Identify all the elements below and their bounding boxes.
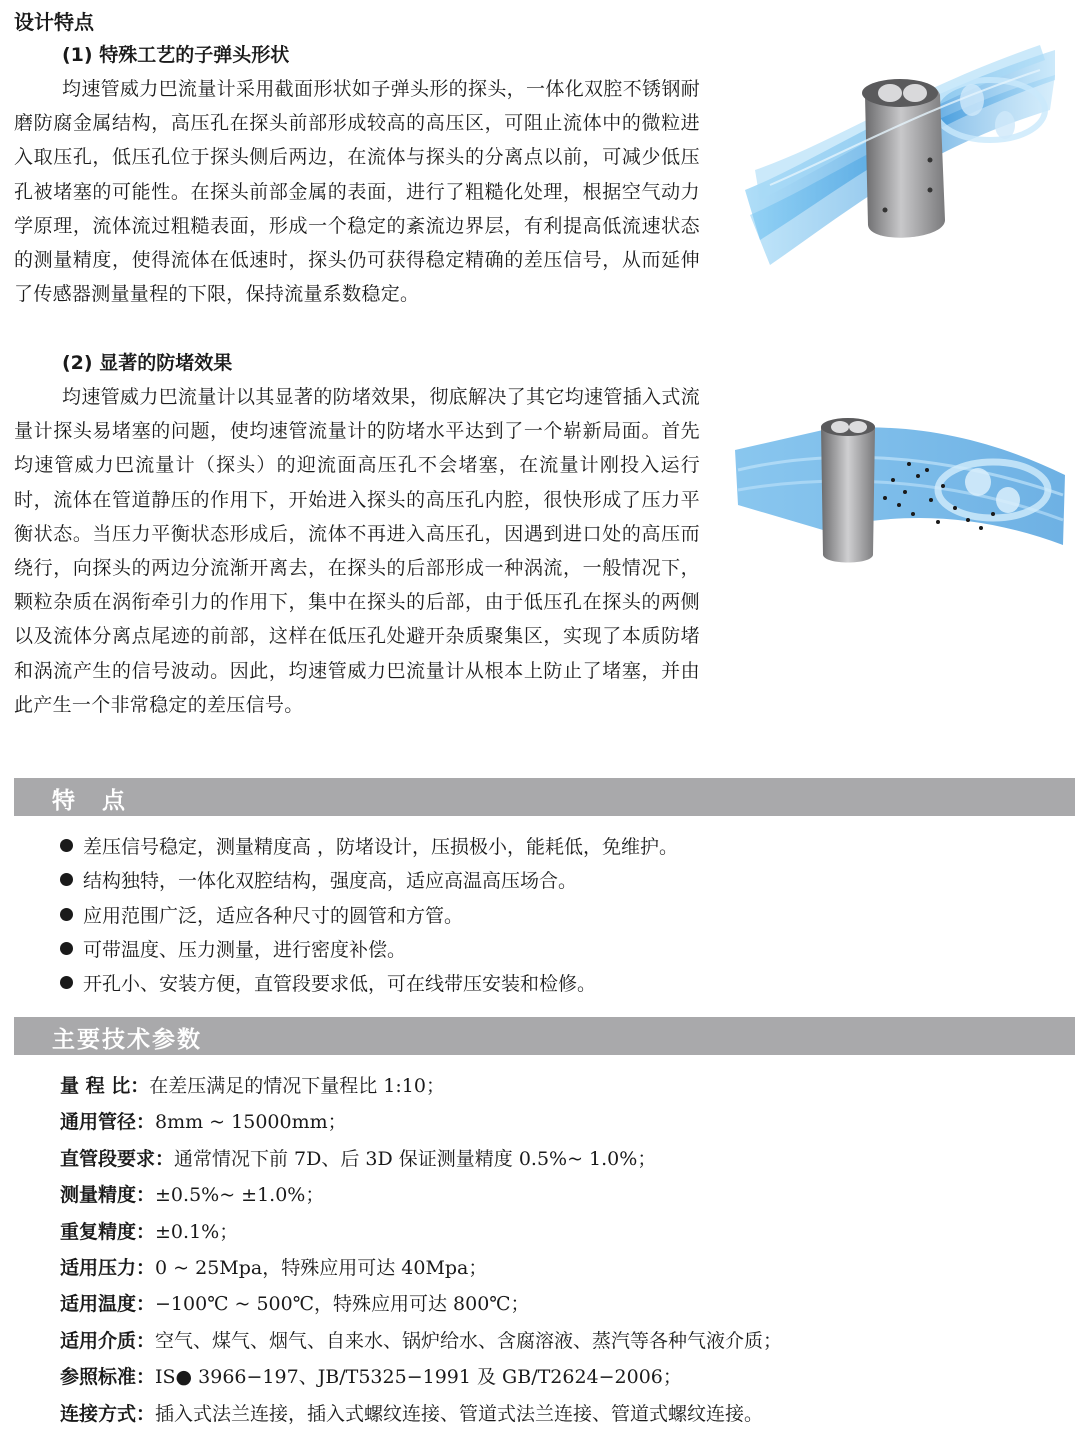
doc-title: 设计特点 (14, 10, 94, 34)
anti-clog-probe-particles-illustration (733, 410, 1068, 585)
specs-section-band (14, 1017, 1075, 1055)
spec-label: 适用温度： (60, 1293, 156, 1316)
spec-label: 量 程 比： (60, 1075, 150, 1097)
spec-value: 通常情况下前 7D、后 3D 保证测量精度 0.5%~ 1.0%； (174, 1147, 657, 1170)
probe-flow-figure (740, 40, 1060, 280)
bullet-dot-icon (60, 942, 73, 955)
section-heading-2: (2) 显著的防堵效果 (62, 352, 233, 374)
list-item (60, 1286, 782, 1322)
bullet-dot-icon (60, 839, 73, 852)
bullet-dot-icon (60, 873, 73, 886)
spec-value: 插入式法兰连接，插入式螺纹连接、管道式法兰连接、管道式螺纹连接。 (155, 1402, 764, 1425)
list-item (60, 1396, 782, 1432)
spec-value: 0 ~ 25Mpa，特殊应用可达 40Mpa； (155, 1256, 488, 1279)
specs-section-title: 主要技术参数 (52, 1027, 202, 1053)
spec-value: −100℃ ~ 500℃，特殊应用可达 800℃； (155, 1293, 530, 1316)
spec-value: 在差压满足的情况下量程比 1:10； (149, 1075, 445, 1097)
features-list (60, 830, 678, 1001)
spec-label: 通用管径： (60, 1111, 156, 1134)
spec-value: IS● 3966−197、JB/T5325−1991 及 GB/T2624−2006； (155, 1366, 682, 1389)
feature-text: 结构独特，一体化双腔结构，强度高，适应高温高压场合。 (83, 870, 578, 893)
list-item (60, 967, 678, 1001)
list-item (60, 1141, 782, 1177)
features-section-band (14, 778, 1075, 816)
spec-label: 测量精度： (60, 1184, 156, 1207)
section-paragraph-2: 均速管威力巴流量计以其显著的防堵效果，彻底解决了其它均速管插入式流量计探头易堵塞的问题，使均速管流量计的防堵水平达到了一个崭新局面。首先均速管威力巴流量计（探头）的迎流面高压孔不会堵塞，在流量计刚投入运行时，流体在管道静压的作用下，开始进入探头的高压孔内腔，很快形成了压力平衡状态。当压力平衡状态形成后，流体不再进入高压孔，因遇到进口处的高压而绕行，向探头的两边分流渐开离去，在探头的后部形成一种涡流，一般情况下，颗粒杂质在涡衔牵引力的作用下，集中在探头的后部，由于低压孔在探头的两侧以及流体分离点尾迹的前部，这样在低压孔处避开杂质聚集区，实现了本质防堵和涡流产生的信号波动。因此，均速管威力巴流量计从根本上防止了堵塞，并由此产生一个非常稳定的差压信号。 (14, 386, 700, 716)
list-item (60, 864, 678, 898)
spec-value: ±0.5%~ ±1.0%； (155, 1184, 325, 1207)
list-item (60, 1323, 782, 1359)
list-item (60, 1214, 782, 1250)
spec-label: 适用介质： (60, 1329, 156, 1352)
bullet-probe-flow-illustration (740, 40, 1060, 280)
features-section-title: 特 点 (52, 788, 127, 814)
spec-label: 直管段要求： (60, 1147, 175, 1170)
list-item (60, 1068, 782, 1104)
section-paragraph-1: 均速管威力巴流量计采用截面形状如子弹头形的探头，一体化双腔不锈钢耐磨防腐金属结构，高压孔在探头前部形成较高的高压区，可阻止流体中的微粒进入取压孔，低压孔位于探头侧后两边，在流体与探头的分离点以前，可减少低压孔被堵塞的可能性。在探头前部金属的表面，进行了粗糙化处理，根据空气动力学原理，流体流过粗糙表面，形成一个稳定的紊流边界层，有利提高低流速状态的测量精度，使得流体在低速时，探头仍可获得稳定精确的差压信号，从而延伸了传感器测量量程的下限，保持流量系数稳定。 (14, 78, 700, 306)
section-heading-1: (1) 特殊工艺的子弹头形状 (62, 44, 290, 66)
spec-label: 参照标准： (60, 1366, 156, 1389)
list-item (60, 1359, 782, 1395)
spec-value: 空气、煤气、烟气、自来水、锅炉给水、含腐溶液、蒸汽等各种气液介质； (155, 1329, 783, 1352)
spec-label: 重复精度： (60, 1220, 156, 1243)
feature-text: 应用范围广泛，适应各种尺寸的圆管和方管。 (83, 904, 464, 927)
feature-text: 可带温度、压力测量，进行密度补偿。 (83, 938, 407, 961)
list-item (60, 933, 678, 967)
list-item (60, 830, 678, 864)
spec-label: 适用压力： (60, 1256, 156, 1279)
feature-text: 开孔小、安装方便，直管段要求低，可在线带压安装和检修。 (83, 973, 597, 996)
list-item (60, 899, 678, 933)
spec-value: 8mm ~ 15000mm； (155, 1111, 347, 1134)
anti-clog-figure (733, 410, 1068, 585)
list-item (60, 1104, 782, 1140)
feature-text: 差压信号稳定，测量精度高 ，防堵设计，压损极小，能耗低，免维护。 (83, 836, 679, 858)
spec-label: 连接方式： (60, 1402, 156, 1425)
specs-list (60, 1068, 782, 1432)
list-item (60, 1250, 782, 1286)
bullet-dot-icon (60, 976, 73, 989)
bullet-dot-icon (60, 908, 73, 921)
spec-value: ±0.1%； (155, 1220, 239, 1243)
list-item (60, 1177, 782, 1213)
